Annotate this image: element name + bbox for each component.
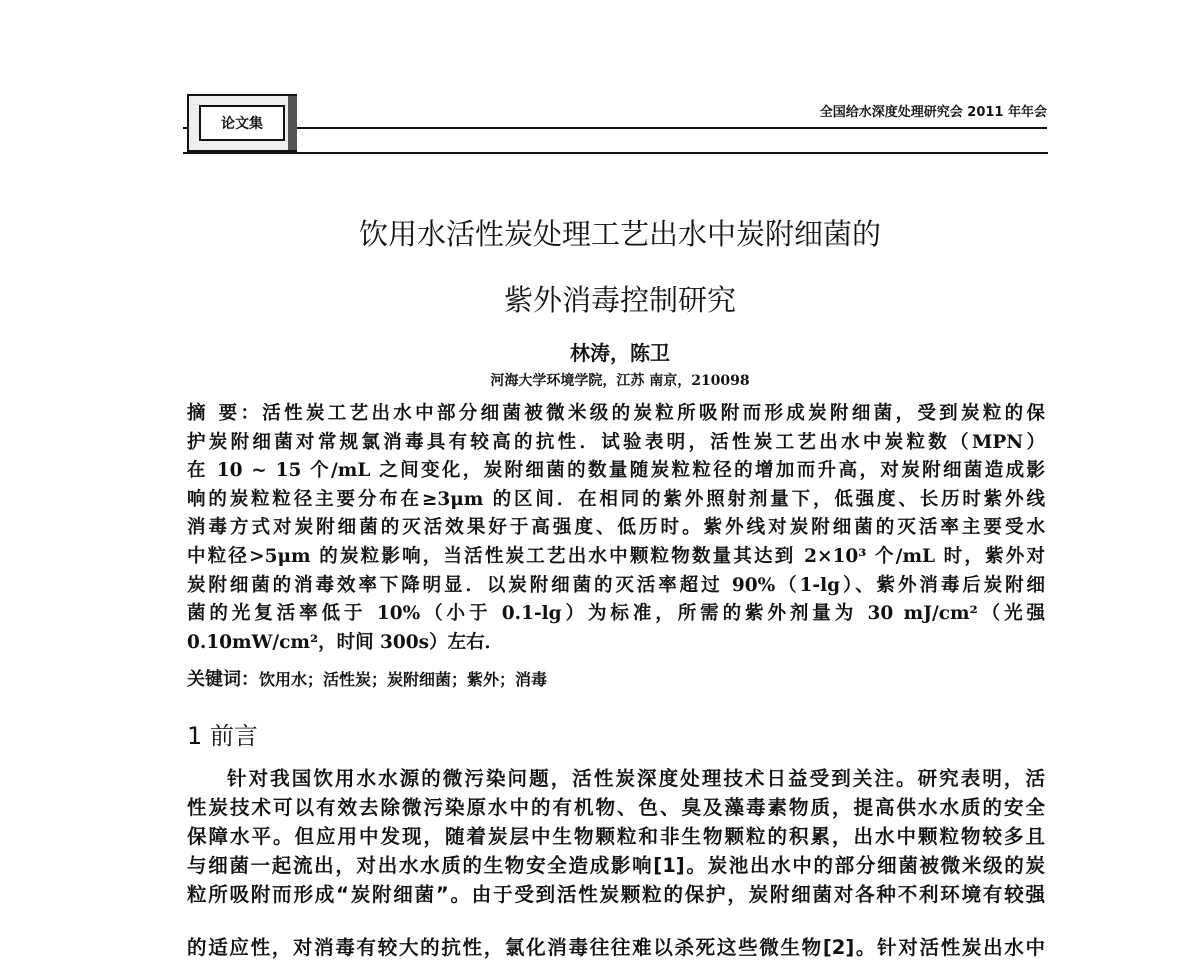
- abstract-line: 在 10 ~ 15 个/mL 之间变化，炭附细菌的数量随炭粒粒径的增加而升高，对炭附细菌造成影: [187, 460, 1045, 481]
- body-line: 保障水平。但应用中发现，随着炭层中生物颗粒和非生物颗粒的积累，出水中颗粒物较多且: [187, 825, 1045, 848]
- abstract-line: 中粒径>5μm 的炭粒影响，当活性炭工艺出水中颗粒物数量其达到 2×10³ 个/mL 时，紫外对: [187, 546, 1045, 567]
- abstract-line: 护炭附细菌对常规氯消毒具有较高的抗性．试验表明，活性炭工艺出水中炭粒数（MPN）: [187, 432, 1045, 453]
- keywords: [187, 665, 1045, 691]
- section-heading: 1 前言: [187, 722, 258, 750]
- conference-name: 全国给水深度处理研究会 2011 年年会: [819, 105, 1047, 120]
- abstract-line: 消毒方式对炭附细菌的灭活效果好于高强度、低历时。紫外线对炭附细菌的灭活率主要受水: [187, 517, 1045, 538]
- badge-edge-decoration: [288, 96, 297, 150]
- body-line: 的适应性，对消毒有较大的抗性，氯化消毒往往难以杀死这些微生物[2]。针对活性炭出水中: [187, 936, 1045, 959]
- header-rule-top: [297, 127, 1047, 129]
- header-rule-left: [183, 127, 189, 129]
- header-badge-label: 论文集: [199, 105, 285, 141]
- keywords-text: 饮用水；活性炭；炭附细菌；紫外；消毒: [259, 670, 548, 689]
- body-line: 粒所吸附而形成“炭附细菌”。由于受到活性炭颗粒的保护，炭附细菌对各种不利环境有较强: [187, 883, 1045, 906]
- abstract-line: 摘 要：活性炭工艺出水中部分细菌被微米级的炭粒所吸附而形成炭附细菌，受到炭粒的保: [187, 403, 1045, 424]
- paper-title-line2: 紫外消毒控制研究: [503, 283, 736, 317]
- abstract-line: 菌的光复活率低于 10%（小于 0.1-lg）为标准，所需的紫外剂量为 30 mJ/cm²（光强: [187, 603, 1045, 624]
- paper-title-line1: 饮用水活性炭处理工艺出水中炭附细菌的: [358, 217, 881, 251]
- affiliation: 河海大学环境学院，江苏 南京，210098: [490, 373, 750, 389]
- abstract-line: 0.10mW/cm²，时间 300s）左右．: [187, 632, 504, 653]
- header-rule-bottom: [183, 152, 1048, 154]
- header-badge: [187, 94, 297, 152]
- abstract-line: 响的炭粒粒径主要分布在≥3μm 的区间．在相同的紫外照射剂量下，低强度、长历时紫外线: [187, 489, 1045, 510]
- abstract-line: 炭附细菌的消毒效率下降明显．以炭附细菌的灭活率超过 90%（1-lg）、紫外消毒后炭附细: [187, 575, 1045, 596]
- body-line: 与细菌一起流出，对出水水质的生物安全造成影响[1]。炭池出水中的部分细菌被微米级的炭: [187, 854, 1045, 877]
- body-line: 性炭技术可以有效去除微污染原水中的有机物、色、臭及藻毒素物质，提高供水水质的安全: [187, 796, 1045, 819]
- body-line: 针对我国饮用水水源的微污染问题，活性炭深度处理技术日益受到关注。研究表明，活: [227, 767, 1045, 790]
- authors: 林涛，陈卫: [570, 341, 670, 365]
- keywords-label: 关键词：: [187, 669, 259, 690]
